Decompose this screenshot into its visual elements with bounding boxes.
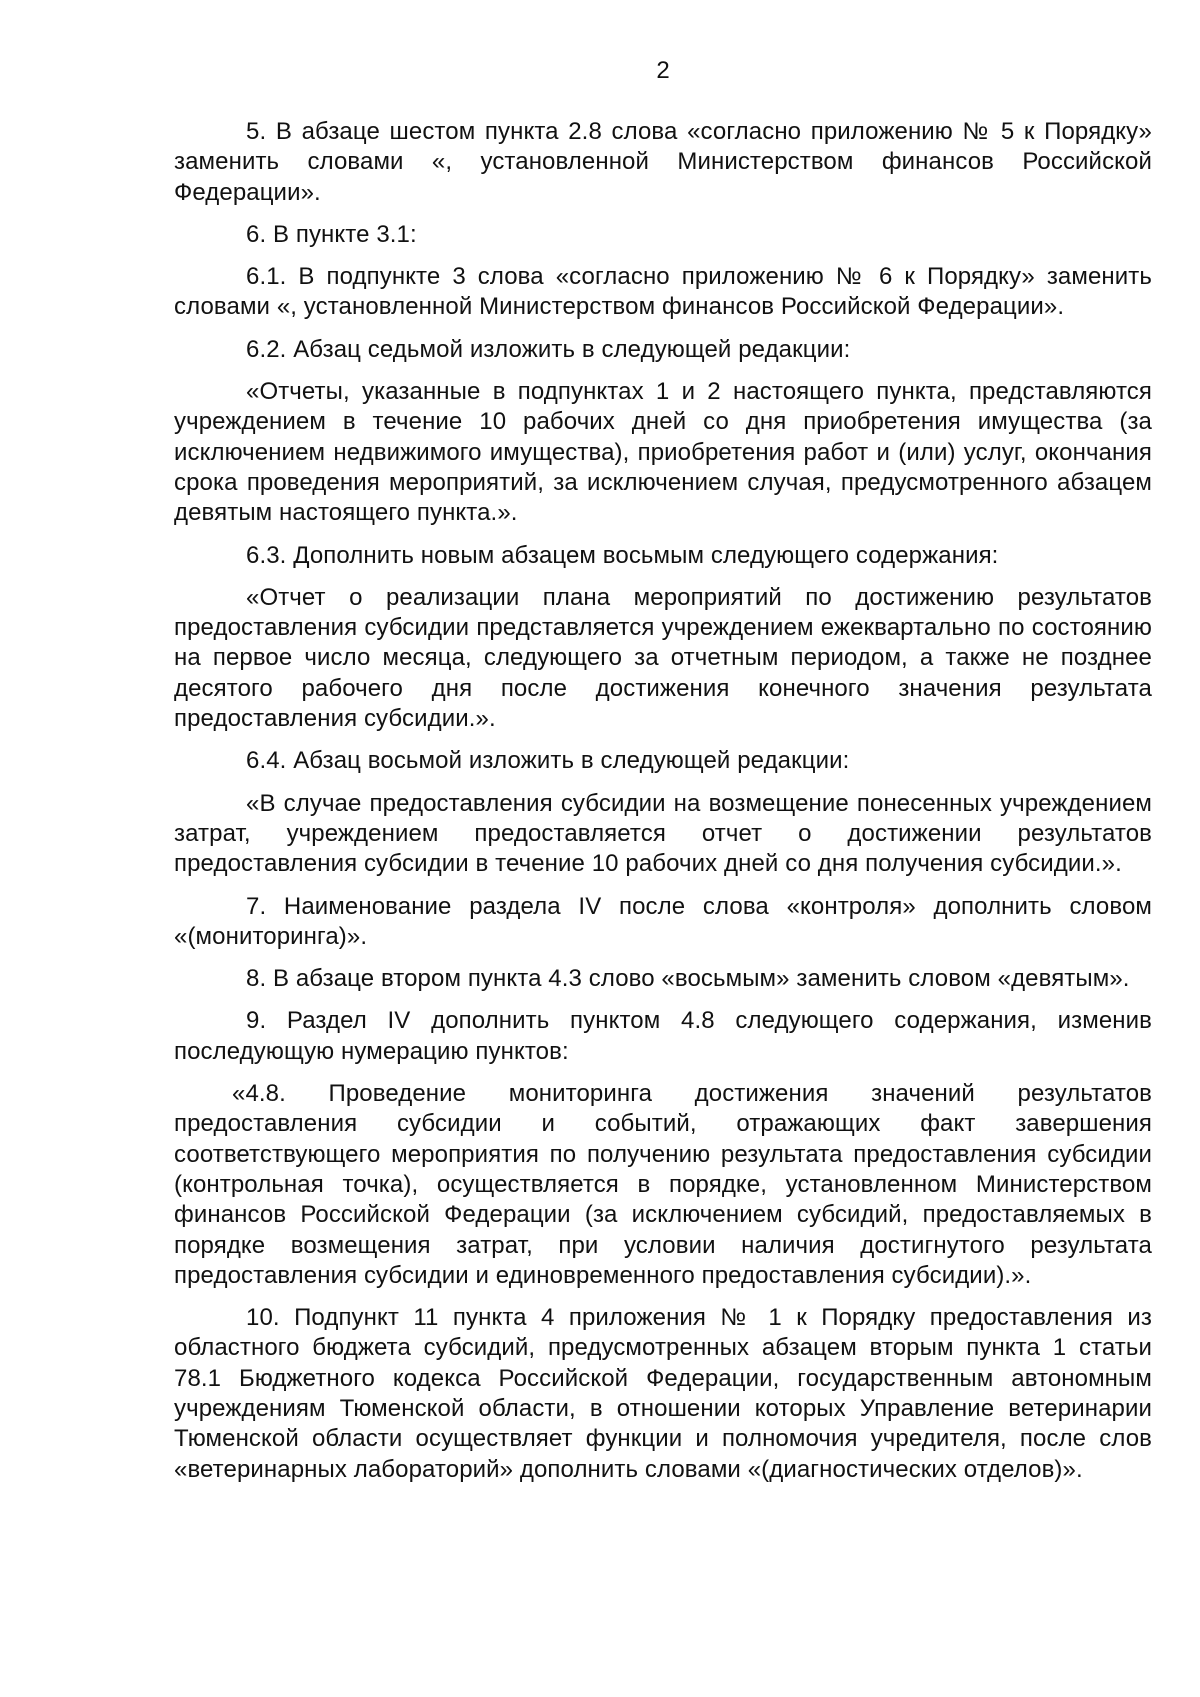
paragraph-item-5: 5. В абзаце шестом пункта 2.8 слова «согласно приложению № 5 к Порядку» заменить словами «, установленной Министерством финансов Российской Федерации». (174, 118, 1152, 206)
quoted-paragraph-reimbursement: «В случае предоставления субсидии на возмещение понесенных учреждением затрат, учреждением предоставляется отчет о достижении результатов предоставления субсидии в течение 10 рабочих дней со дня получения субсидии.». (174, 789, 1152, 878)
page-number: 2 (656, 57, 670, 84)
paragraph-item-6-3: 6.3. Дополнить новым абзацем восьмым следующего содержания: (246, 541, 999, 569)
quoted-paragraph-plan-report: «Отчет о реализации плана мероприятий по достижению результатов предоставления субсидии представляется учреждением ежеквартально по состоянию на первое число месяца, следующего за отчетным периодом, а также не позднее десятого рабочего дня после достижения конечного значения результата предоставления субсидии.». (174, 583, 1152, 733)
paragraph-item-6-1: 6.1. В подпункте 3 слова «согласно приложению № 6 к Порядку» заменить словами «, установленной Министерством финансов Российской Федерации». (174, 263, 1152, 321)
quoted-paragraph-4-8: «4.8. Проведение мониторинга достижения значений результатов предоставления субсидии и событий, отражающих факт завершения соответствующего мероприятия по получению результата предоставления субсидии (контрольная точка), осуществляется в порядке, установленном Министерством финансов Российской Федерации (за исключением субсидий, предоставляемых в порядке возмещения затрат, при условии наличия достигнутого результата предоставления субсидии и единовременного предоставления субсидии).». (174, 1080, 1152, 1289)
document-body (174, 117, 1152, 1485)
paragraph-item-6-2: 6.2. Абзац седьмой изложить в следующей редакции: (246, 335, 851, 363)
paragraph-item-7: 7. Наименование раздела IV после слова «контроля» дополнить словом «(мониторинга)». (174, 892, 1152, 950)
paragraph-item-6: 6. В пункте 3.1: (246, 220, 417, 248)
paragraph-item-6-4: 6.4. Абзац восьмой изложить в следующей редакции: (246, 747, 850, 775)
quoted-paragraph-reports: «Отчеты, указанные в подпунктах 1 и 2 настоящего пункта, представляются учреждением в течение 10 рабочих дней со дня приобретения имущества (за исключением недвижимого имущества), приобретения работ и (или) услуг, окончания срока проведения мероприятий, за исключением случая, предусмотренного абзацем девятым настоящего пункта.». (174, 378, 1152, 527)
paragraph-item-10: 10. Подпункт 11 пункта 4 приложения № 1 к Порядку предоставления из областного бюджета субсидий, предусмотренных абзацем вторым пункта 1 статьи 78.1 Бюджетного кодекса Российской Федерации, государственным автономным учреждениям Тюменской области, в отношении которых Управление ветеринарии Тюменской области осуществляет функции и полномочия учредителя, после слов «ветеринарных лабораторий» дополнить словами «(диагностических отделов)». (174, 1304, 1152, 1483)
paragraph-item-9: 9. Раздел IV дополнить пунктом 4.8 следующего содержания, изменив последующую нумерацию пунктов: (174, 1007, 1152, 1065)
paragraph-item-8: 8. В абзаце втором пункта 4.3 слово «восьмым» заменить словом «девятым». (246, 965, 1130, 993)
